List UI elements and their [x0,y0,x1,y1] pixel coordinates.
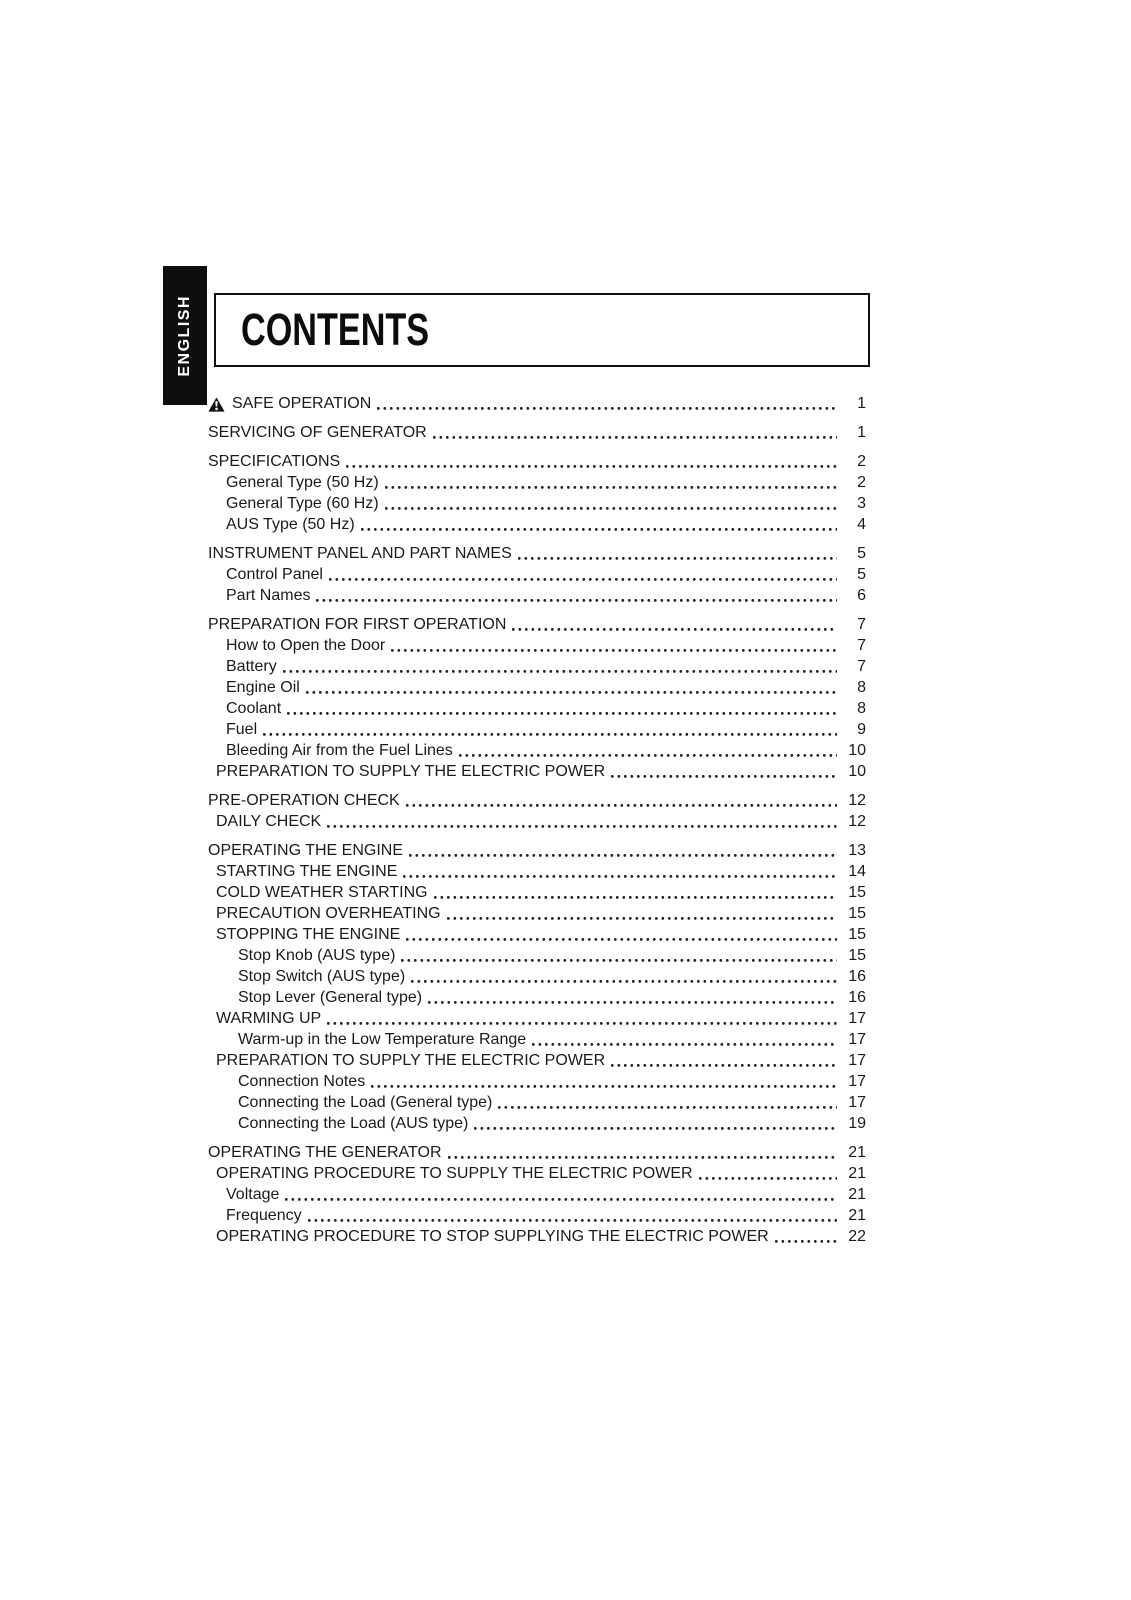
toc-entry [208,451,866,472]
toc-entry-page: 22 [848,1228,866,1245]
dot-leader [391,649,837,652]
toc-entry [208,1205,866,1226]
toc-entry [208,811,866,832]
toc-entry-page: 2 [857,474,866,491]
toc-entry-page: 17 [848,1073,866,1090]
toc-entry-text [208,1029,526,1050]
toc-entry-label: PREPARATION TO SUPPLY THE ELECTRIC POWER [216,1052,606,1069]
toc-entry-label: OPERATING THE GENERATOR [208,1144,442,1161]
toc-entry-label: Control Panel [226,566,323,583]
toc-entry [208,514,866,535]
toc-entry-label: General Type (50 Hz) [226,474,379,491]
toc-entry-page: 5 [857,545,866,562]
toc-entry-label: PRE-OPERATION CHECK [208,792,400,809]
toc-entry-text [208,1163,693,1184]
toc-entry-label: Stop Lever (General type) [238,989,423,1006]
dot-leader [699,1177,837,1180]
dot-leader [434,896,837,899]
warning-icon [208,397,225,412]
toc-entry-page: 1 [857,424,866,441]
toc-entry-page: 16 [848,968,866,985]
toc-entry-text [208,740,453,761]
toc-entry [208,393,866,414]
toc-entry-text [208,966,405,987]
toc-group [208,422,866,443]
toc-entry-text [208,987,422,1008]
toc-entry-label: Part Names [226,587,311,604]
toc-entry [208,585,866,606]
dot-leader [361,528,837,531]
page-title: CONTENTS [241,304,430,355]
toc-entry [208,1008,866,1029]
toc-entry-label: Stop Knob (AUS type) [238,947,396,964]
toc-entry-page: 2 [857,453,866,470]
toc-entry [208,740,866,761]
toc-entry-text [208,903,441,924]
toc-entry-text [208,422,427,443]
toc-entry-label: Fuel [226,721,258,738]
dot-leader [329,578,837,581]
toc-entry-label: OPERATING PROCEDURE TO SUPPLY THE ELECTRIC POWER [216,1165,693,1182]
toc-entry-text [208,761,605,782]
toc-entry-page: 8 [857,700,866,717]
toc-entry [208,1050,866,1071]
toc-entry-label: STOPPING THE ENGINE [216,926,401,943]
toc-entry-text [208,1092,492,1113]
toc-entry-page: 21 [848,1165,866,1182]
toc-entry [208,790,866,811]
toc-entry-label: PREPARATION FOR FIRST OPERATION [208,616,507,633]
dot-leader [401,959,837,962]
toc-entry-text [208,614,506,635]
dot-leader [385,507,837,510]
dot-leader [346,465,837,468]
toc-entry-label: Battery [226,658,277,675]
toc-entry-text [208,945,395,966]
toc-entry-text [208,1226,769,1247]
toc-entry-page: 8 [857,679,866,696]
dot-leader [287,712,837,715]
toc-group [208,1142,866,1247]
toc-group [208,790,866,832]
toc-entry-text [208,1071,365,1092]
toc-entry [208,564,866,585]
dot-leader [518,557,837,560]
toc-entry-text [208,543,512,564]
dot-leader [327,825,837,828]
toc-entry-page: 16 [848,989,866,1006]
toc-entry-page: 6 [857,587,866,604]
dot-leader [316,599,837,602]
dot-leader [385,486,837,489]
dot-leader [406,938,837,941]
toc-entry-page: 12 [848,813,866,830]
dot-leader [474,1127,837,1130]
toc-entry-label: OPERATING THE ENGINE [208,842,403,859]
dot-leader [428,1001,837,1004]
toc-entry-page: 15 [848,905,866,922]
dot-leader [285,1198,837,1201]
dot-leader [377,407,837,410]
toc-entry-label: PRECAUTION OVERHEATING [216,905,441,922]
toc-entry-label: How to Open the Door [226,637,386,654]
toc-entry-label: SERVICING OF GENERATOR [208,424,427,441]
dot-leader [447,917,837,920]
toc-entry-label: COLD WEATHER STARTING [216,884,428,901]
toc-entry-page: 13 [848,842,866,859]
dot-leader [411,980,837,983]
language-tab-label: ENGLISH [176,294,193,377]
toc-entry-label: Coolant [226,700,282,717]
toc-entry-text [208,811,321,832]
toc-entry-page: 17 [848,1094,866,1111]
dot-leader [308,1219,837,1222]
toc-group [208,393,866,414]
toc-entry-label: AUS Type (50 Hz) [226,516,355,533]
toc-entry-page: 21 [848,1144,866,1161]
toc-entry [208,840,866,861]
toc-entry [208,761,866,782]
toc-entry [208,656,866,677]
toc-entry-label: INSTRUMENT PANEL AND PART NAMES [208,545,512,562]
dot-leader [498,1106,837,1109]
dot-leader [448,1156,837,1159]
toc-entry [208,635,866,656]
toc-entry-text [208,924,400,945]
toc-entry-page: 10 [848,763,866,780]
toc-entry-text [208,656,277,677]
toc-entry-label: Stop Switch (AUS type) [238,968,406,985]
dot-leader [327,1022,837,1025]
toc-entry-text [208,564,323,585]
toc-entry-page: 12 [848,792,866,809]
toc-entry [208,861,866,882]
toc-entry-page: 15 [848,947,866,964]
toc-group [208,543,866,606]
toc-entry-page: 10 [848,742,866,759]
toc-entry [208,493,866,514]
toc-entry-label: Connecting the Load (AUS type) [238,1115,469,1132]
toc-entry [208,677,866,698]
toc-entry-text [208,882,428,903]
toc-entry-text [208,585,310,606]
toc-entry-page: 3 [857,495,866,512]
table-of-contents [208,393,866,1247]
dot-leader [371,1085,837,1088]
toc-entry-label: SPECIFICATIONS [208,453,341,470]
dot-leader [532,1043,837,1046]
toc-entry [208,719,866,740]
toc-entry-label: WARMING UP [216,1010,322,1027]
toc-group [208,614,866,782]
toc-entry [208,1092,866,1113]
dot-leader [406,804,837,807]
toc-entry [208,614,866,635]
dot-leader [263,733,837,736]
toc-entry [208,1113,866,1134]
toc-entry-text [208,472,379,493]
toc-entry-text [208,719,257,740]
contents-title-box [214,293,870,367]
toc-entry-label: Connecting the Load (General type) [238,1094,493,1111]
toc-entry [208,966,866,987]
toc-entry-page: 17 [848,1010,866,1027]
dot-leader [512,628,837,631]
toc-entry-text [208,1205,302,1226]
toc-entry-label: OPERATING PROCEDURE TO STOP SUPPLYING THE ELECTRIC POWER [216,1228,769,1245]
toc-entry-page: 14 [848,863,866,880]
toc-entry-text [208,514,355,535]
toc-group [208,840,866,1134]
toc-entry-text [208,840,403,861]
toc-entry [208,543,866,564]
toc-entry-text [208,790,400,811]
dot-leader [433,436,837,439]
toc-entry [208,987,866,1008]
toc-entry-page: 21 [848,1186,866,1203]
dot-leader [775,1240,837,1243]
toc-entry-label: DAILY CHECK [216,813,322,830]
toc-entry-page: 5 [857,566,866,583]
toc-entry-page: 1 [857,395,866,412]
toc-entry-text [208,1113,468,1134]
toc-entry-label: Bleeding Air from the Fuel Lines [226,742,453,759]
toc-entry [208,422,866,443]
toc-group [208,451,866,535]
toc-entry-page: 19 [848,1115,866,1132]
toc-entry-text [208,635,385,656]
toc-entry-text [208,451,340,472]
toc-entry-text [208,698,281,719]
toc-entry-label: Connection Notes [238,1073,366,1090]
dot-leader [459,754,837,757]
toc-entry-text [208,1008,321,1029]
toc-entry-text [208,861,397,882]
dot-leader [611,1064,837,1067]
toc-entry-text [208,677,300,698]
dot-leader [403,875,837,878]
toc-entry-page: 7 [857,616,866,633]
toc-entry [208,1184,866,1205]
toc-entry [208,1071,866,1092]
language-tab [163,266,207,405]
toc-entry-label: Voltage [226,1186,280,1203]
toc-entry-label: Engine Oil [226,679,300,696]
toc-entry-text [208,1142,442,1163]
toc-entry [208,1142,866,1163]
toc-entry [208,924,866,945]
toc-entry-text [208,493,379,514]
dot-leader [283,670,837,673]
dot-leader [611,775,837,778]
toc-entry-page: 9 [857,721,866,738]
toc-entry-page: 15 [848,884,866,901]
toc-entry-label: Warm-up in the Low Temperature Range [238,1031,527,1048]
toc-entry [208,1163,866,1184]
toc-entry [208,945,866,966]
toc-entry-page: 7 [857,658,866,675]
toc-entry-text [208,1184,279,1205]
toc-entry-page: 17 [848,1031,866,1048]
toc-entry-page: 7 [857,637,866,654]
toc-entry-text [208,393,371,414]
dot-leader [306,691,837,694]
toc-entry-page: 17 [848,1052,866,1069]
toc-entry-page: 4 [857,516,866,533]
toc-entry [208,472,866,493]
toc-entry [208,1226,866,1247]
toc-entry-text [208,1050,605,1071]
toc-entry-label: Frequency [226,1207,302,1224]
toc-entry [208,1029,866,1050]
toc-entry-label: PREPARATION TO SUPPLY THE ELECTRIC POWER [216,763,606,780]
toc-entry-label: General Type (60 Hz) [226,495,379,512]
toc-entry [208,698,866,719]
toc-entry [208,903,866,924]
toc-entry-label: STARTING THE ENGINE [216,863,398,880]
toc-entry-page: 15 [848,926,866,943]
toc-entry [208,882,866,903]
toc-entry-page: 21 [848,1207,866,1224]
toc-entry-label: SAFE OPERATION [232,395,372,412]
dot-leader [409,854,837,857]
